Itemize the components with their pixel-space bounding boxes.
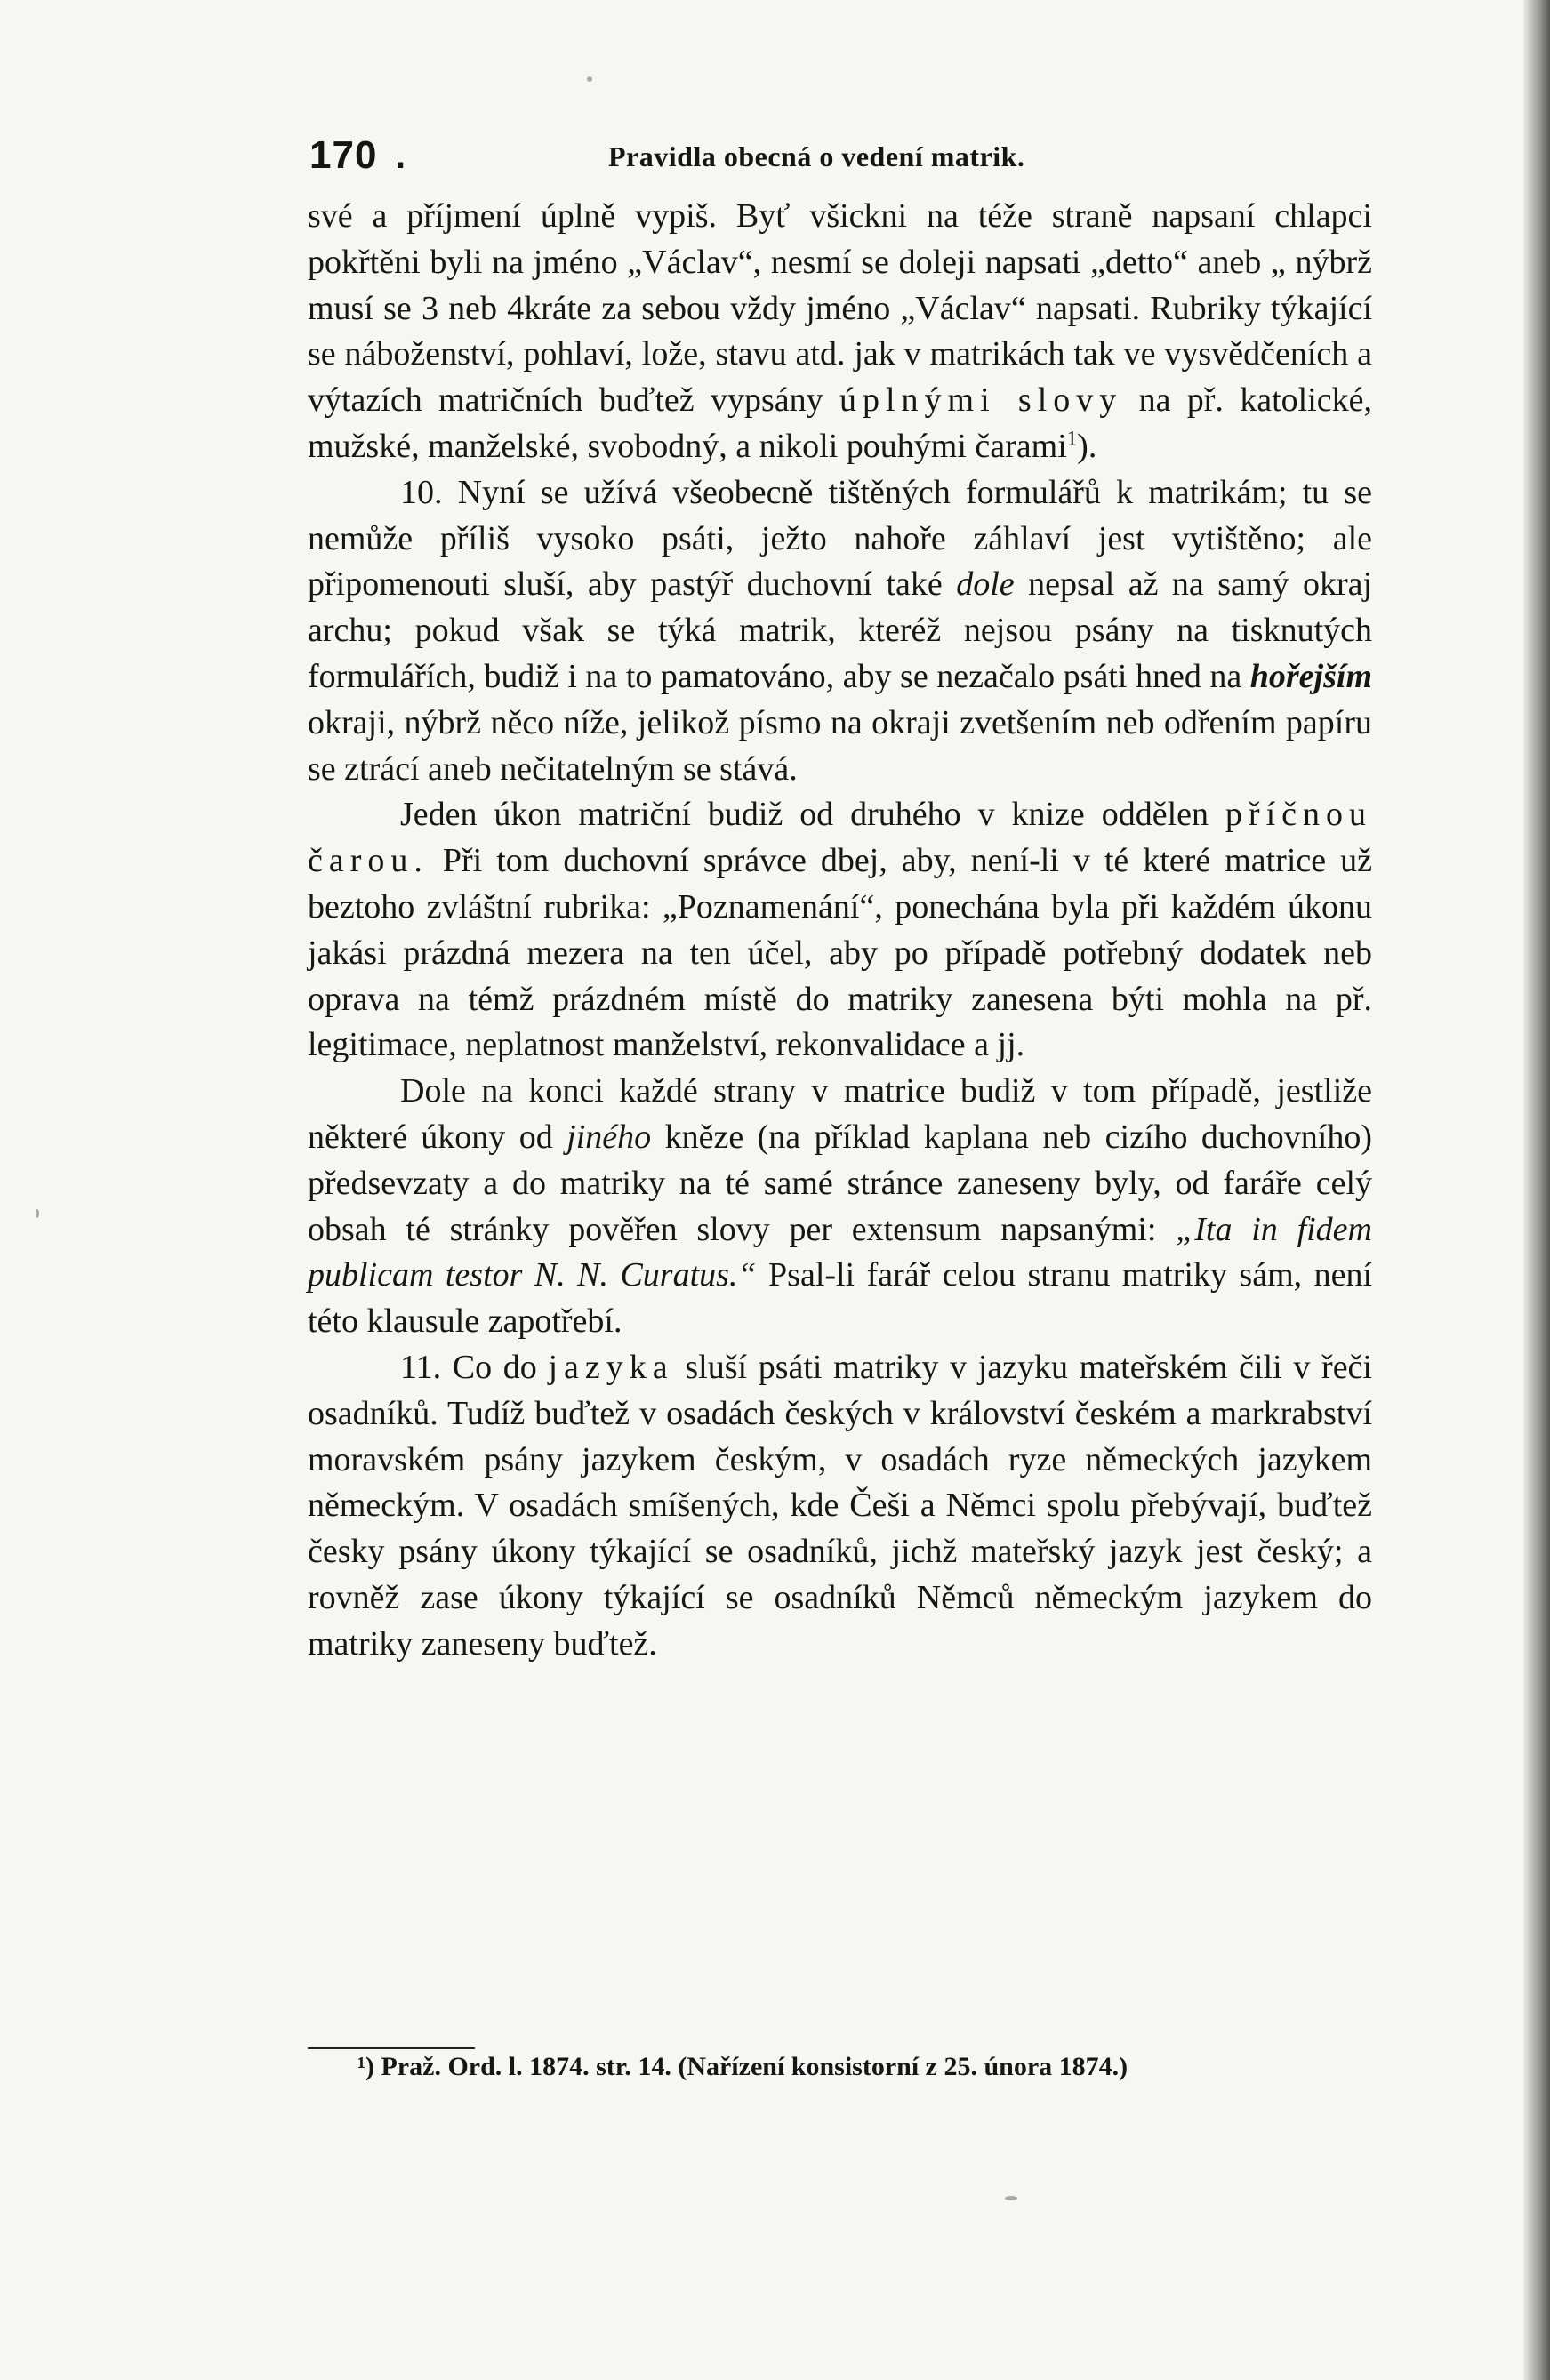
paragraph-2-text-c: okraji, nýbrž něco níže, jelikož písmo na okraji zvetšením neb odřením papíru se ztrácí aneb nečitatelným se stává. (308, 703, 1372, 788)
paragraph-2-text-a: 10. Nyní se užívá všeobecně tištěných formulářů k matrikám; tu se nemůže příliš vysoko psáti, ježto nahoře záhlaví jest vytištěno; ale připomenouti sluší, aby pastýř duchovní také (308, 473, 1372, 604)
paragraph-3-text-b: Při tom duchovní správce dbej, aby, není-li v té které matrice už beztoho zvláštní rubrika: „Poznamenání“, ponechána byla při každém úkonu jakási prázdná mezera na ten účel, aby po případě potřebný dodatek neb oprava na témž prázdném místě do matriky zanesena býti mohla na př. legitimace, neplatnost manželství, rekonvalidace a jj. (308, 842, 1372, 1064)
paragraph-2 (308, 470, 1372, 793)
page-edge-shadow (1523, 0, 1550, 2380)
body-text (308, 194, 1372, 1668)
paragraph-3-text-a: Jeden úkon matriční budiž od druhého v knize oddělen (400, 796, 1209, 834)
paragraph-5 (308, 1345, 1372, 1668)
latin-formula: „Ita in fidem publicam testor N. N. Curatus.“ (308, 1210, 1372, 1294)
footnote-reference: 1 (1066, 427, 1078, 450)
italic-jineho: jiného (566, 1118, 652, 1156)
paragraph-1 (308, 194, 1372, 470)
paper-speck (587, 76, 592, 82)
footnote (357, 2052, 1380, 2082)
paragraph-5-text-b: sluší psáti matriky v jazyku mateřském čili v řeči osadníků. Tudíž buďtež v osadách českých v království českém a markrabství moravském psány jazykem českým, v osadách ryze německých jazykem německým. V osadách smíšených, kde Češi a Němci spolu přebývají, buďtež česky psány úkony týkající se osadníků, jichž mateřský jazyk jest český; a rovněž zase úkony týkající se osadníků Němců německým jazykem do matriky zaneseny buďtež. (308, 1348, 1372, 1663)
paragraph-1-close: ). (1077, 427, 1097, 465)
paragraph-1-text: své a příjmení úplně vypiš. Byť všickni na téže straně napsaní chlapci pokřtěni byli na jméno „Václav“, nesmí se doleji napsati „detto“ aneb „ nýbrž musí se 3 neb 4kráte za sebou vždy jméno „Václav“ napsati. Rubriky týkající se náboženství, pohlaví, lože, stavu atd. jak v matrikách tak ve vysvědčeních a výtazích matričních buďtež vypsány (308, 197, 1372, 420)
italic-horejsim: hořejším (1249, 657, 1372, 695)
emphasis-uplnymi-slovy: úplnými slovy (839, 381, 1123, 420)
running-header (309, 133, 1199, 187)
footnote-divider (308, 2047, 475, 2049)
paper-speck (1005, 2196, 1017, 2200)
page-number: 170 (309, 133, 378, 177)
emphasis-jazyka: jazyka (548, 1348, 674, 1386)
footnote-marker: ¹) (357, 2052, 374, 2081)
running-title: Pravidla obecná o vedení matrik. (608, 140, 1025, 172)
header-separator: . (395, 133, 407, 177)
paragraph-4 (308, 1069, 1372, 1345)
paragraph-4-text-b: kněze (na příklad kaplana neb cizího duchovního) předsevzaty a do matriky na té samé stránce zaneseny byly, od faráře celý obsah té stránky pověřen slovy per extensum napsanými: (308, 1118, 1373, 1248)
emphasis-pricnou-carou: příčnou čarou. (308, 796, 1372, 880)
paragraph-3 (308, 792, 1372, 1069)
paragraph-4-text-a: Dole na konci každé strany v matrice budiž v tom případě, jestliže některé úkony od (308, 1072, 1372, 1156)
paper-speck (36, 1209, 39, 1218)
paragraph-2-text-b: nepsal až na samý okraj archu; pokud však se týká matrik, kteréž nejsou psány na tisknutých formulářích, budiž i na to pamatováno, aby se nezačalo psáti hned na (308, 565, 1373, 695)
paragraph-4-text-c: Psal-li farář celou stranu matriky sám, není této klausule zapotřebí. (308, 1256, 1373, 1341)
paragraph-5-text-a: 11. Co do (400, 1348, 537, 1386)
paragraph-1-end: na př. katolické, mužské, manželské, svobodný, a nikoli pouhými čarami (308, 381, 1372, 465)
footnote-text: Praž. Ord. l. 1874. str. 14. (Nařízení konsistorní z 25. února 1874.) (381, 2052, 1128, 2081)
italic-dole: dole (956, 565, 1015, 604)
